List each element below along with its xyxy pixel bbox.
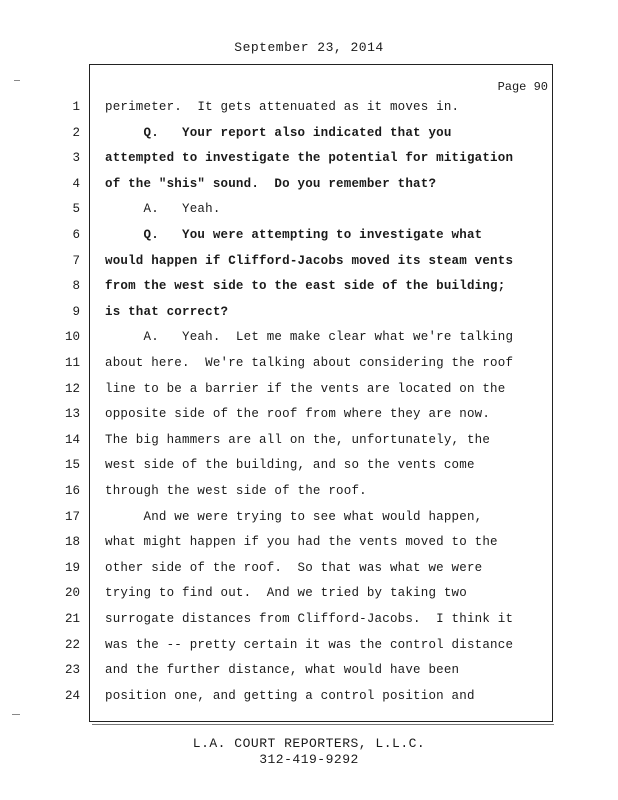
line-number: 6 [72,228,80,242]
line-number: 7 [72,253,80,268]
transcript-line: The big hammers are all on the, unfortunately, the [105,432,491,447]
line-number: 2 [72,125,80,140]
transcript-line: Q. Your report also indicated that you [105,125,452,140]
transcript-line: Q. You were attempting to investigate what [105,228,483,242]
scan-speck [14,80,20,81]
reporter-phone: 312-419-9292 [259,752,359,767]
transcript-line: opposite side of the roof from where they are now. [105,407,491,422]
line-number: 17 [64,509,80,524]
line-number: 1 [72,100,80,114]
transcript-line: perimeter. It gets attenuated as it moves in. [105,100,460,114]
transcript-line: line to be a barrier if the vents are located on the [105,381,506,396]
transcript-line: through the west side of the roof. [105,484,367,498]
line-number: 10 [64,330,80,345]
line-number: 19 [64,560,80,575]
line-number: 13 [64,407,80,422]
transcript-line: is that correct? [105,304,229,319]
line-number: 18 [64,535,80,550]
transcript-line: what might happen if you had the vents moved to the [105,535,498,550]
transcript-line: other side of the roof. So that was what we were [105,560,483,575]
line-number: 23 [64,663,80,678]
line-number: 20 [64,586,80,601]
line-number: 15 [64,458,80,473]
page-number: Page 90 [497,80,548,94]
transcript-line: And we were trying to see what would happen, [105,509,483,524]
line-number: 22 [64,637,80,652]
line-number: 11 [64,356,80,370]
scan-speck [12,714,20,715]
transcript-line: A. Yeah. [105,202,221,217]
line-number: 12 [64,381,80,396]
line-number: 9 [72,304,80,319]
frame-shadow-line [92,724,554,725]
transcript-line: trying to find out. And we tried by taking two [105,586,467,601]
transcript-line: surrogate distances from Clifford-Jacobs. I think it [105,612,514,626]
transcript-line: position one, and getting a control position and [105,688,475,703]
transcript-line: would happen if Clifford-Jacobs moved its steam vents [105,253,514,268]
transcript-line: attempted to investigate the potential for mitigation [105,151,514,166]
line-number: 24 [64,688,80,703]
line-number: 4 [72,176,80,191]
line-number: 8 [72,279,80,294]
transcript-line: about here. We're talking about considering the roof [105,356,514,370]
line-number: 5 [72,202,80,217]
transcript-date: September 23, 2014 [234,40,384,55]
line-number: 14 [64,432,80,447]
transcript-line: and the further distance, what would have been [105,663,460,678]
transcript-line: was the -- pretty certain it was the control distance [105,637,514,652]
reporter-company: L.A. COURT REPORTERS, L.L.C. [192,736,426,751]
transcript-line: from the west side to the east side of the building; [105,279,506,294]
transcript-line: of the "shis" sound. Do you remember that? [105,176,437,191]
line-number: 3 [72,151,80,166]
line-number: 21 [64,612,80,626]
line-number: 16 [64,484,80,498]
transcript-line: west side of the building, and so the vents come [105,458,475,473]
transcript-line: A. Yeah. Let me make clear what we're talking [105,330,514,345]
